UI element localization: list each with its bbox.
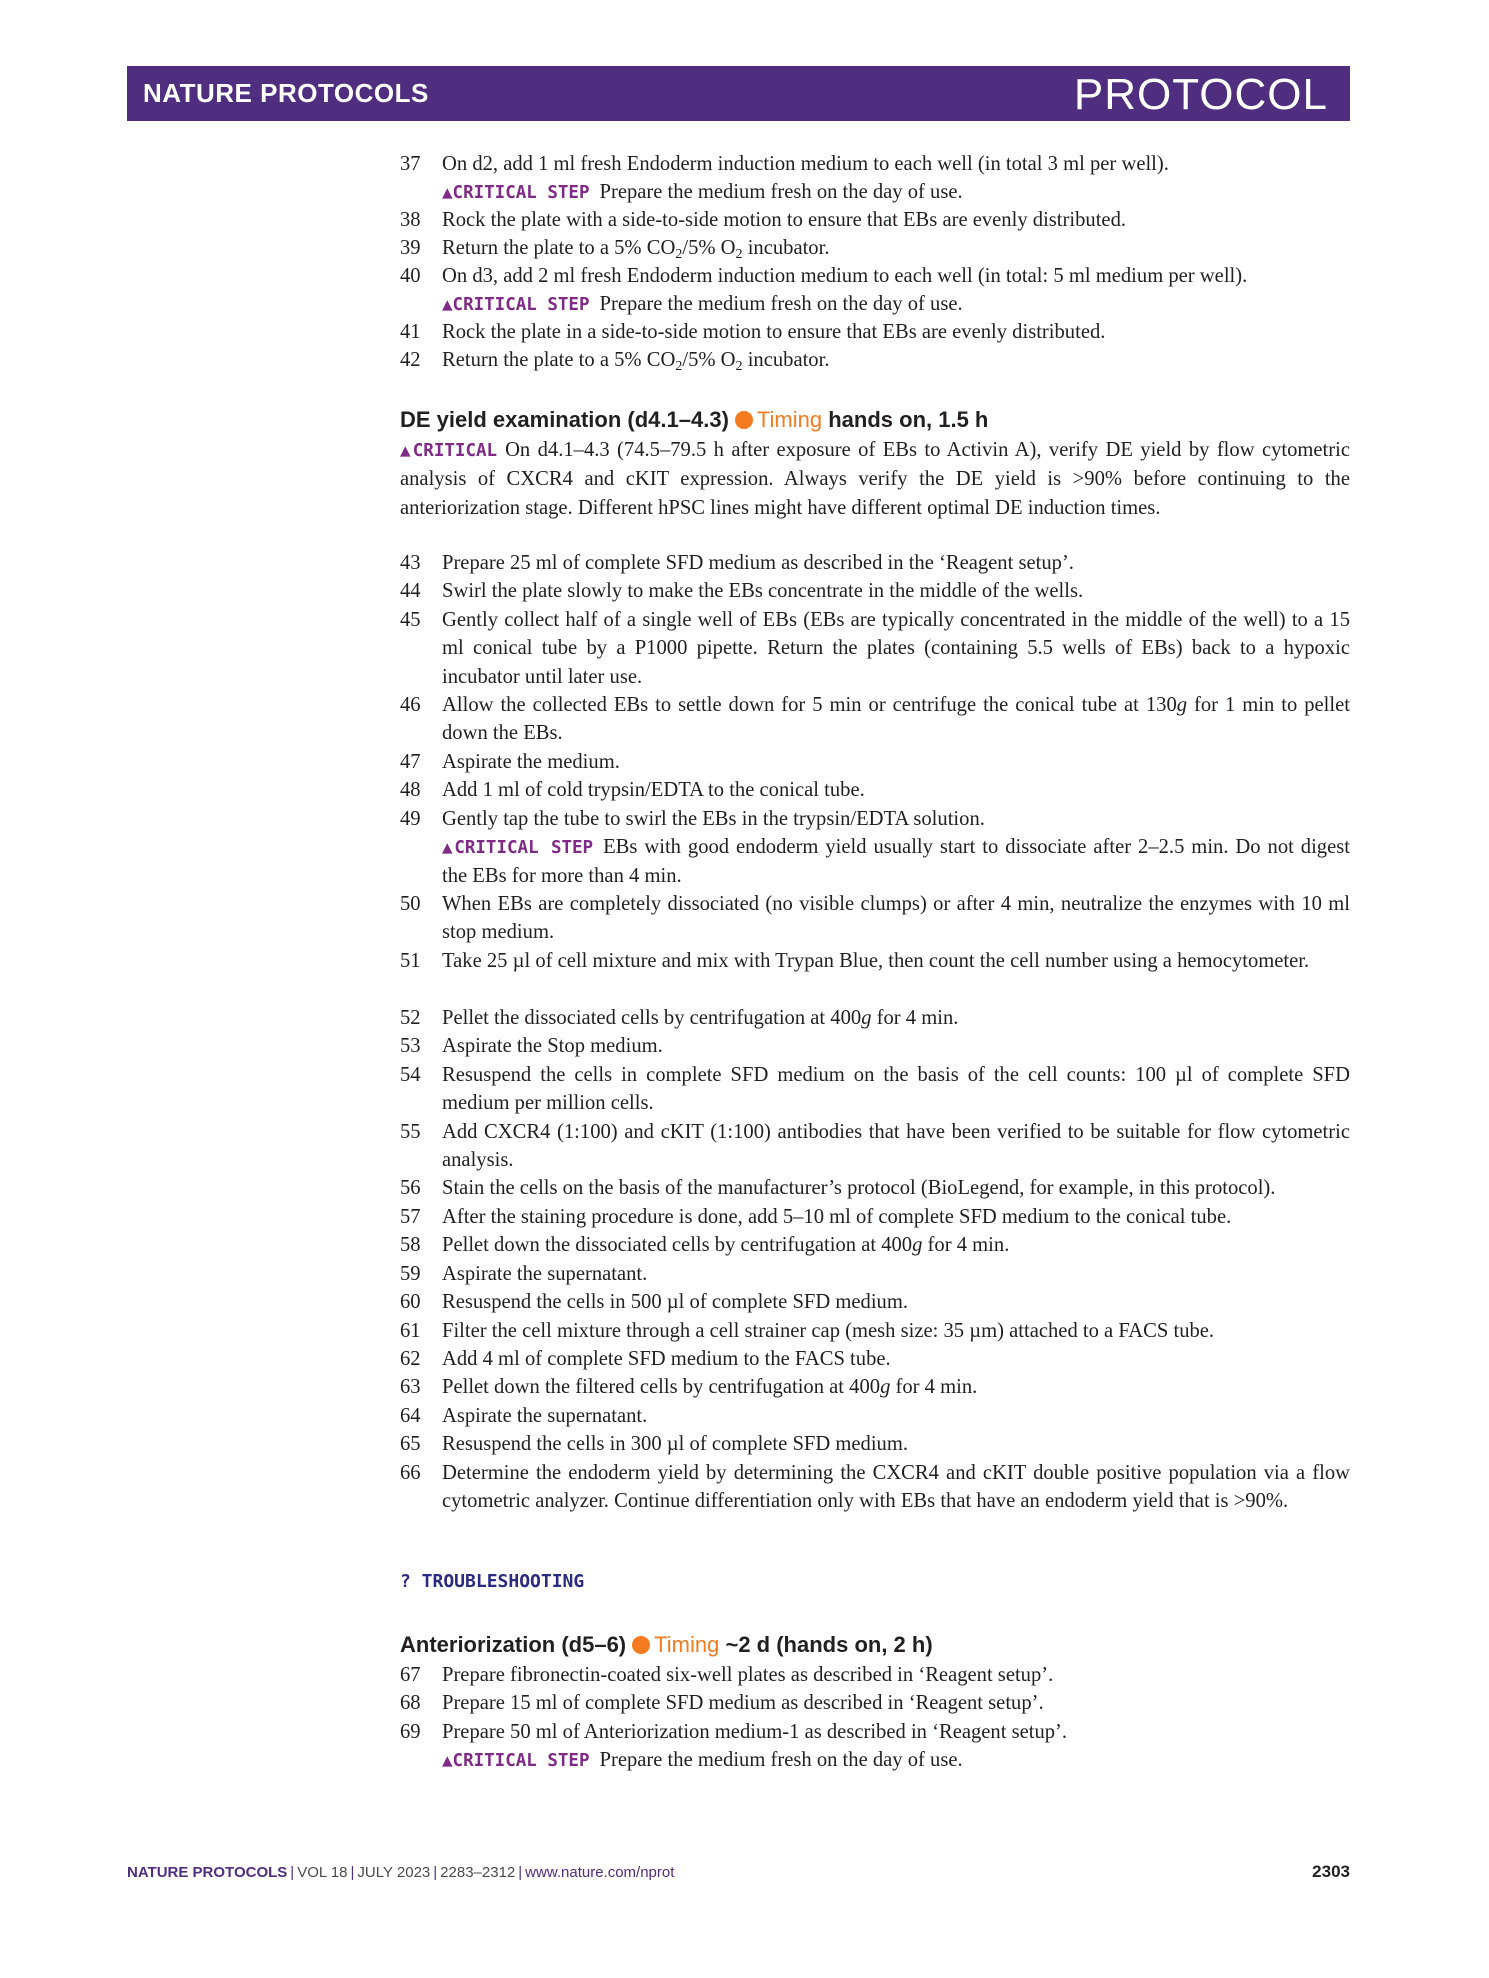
page-number: 2303 <box>1312 1862 1350 1881</box>
footer-url-link[interactable]: www.nature.com/nprot <box>525 1864 675 1881</box>
step-text: Filter the cell mixture through a cell strainer cap (mesh size: 35 µm) attached to a FACS tube. <box>442 1320 1215 1342</box>
step-text: Aspirate the supernatant. <box>442 1263 648 1285</box>
journal-name: NATURE PROTOCOLS <box>143 78 429 108</box>
step-text: On d3, add 2 ml fresh Endoderm induction medium to each well (in total: 5 ml medium per well). <box>442 265 1248 287</box>
step-text: Resuspend the cells in 500 µl of complete SFD medium. <box>442 1291 909 1313</box>
step-text: Add CXCR4 (1:100) and cKIT (1:100) antibodies that have been verified to be suitable for flow cytometric analysis. <box>442 1121 1350 1172</box>
step-number: 42 <box>400 349 421 371</box>
step-text: When EBs are completely dissociated (no visible clumps) or after 4 min, neutralize the enzymes with 10 ml stop medium. <box>442 893 1350 944</box>
step-text: Pellet down the dissociated cells by centrifugation at 400g for 4 min. <box>442 1234 1010 1256</box>
step-text: Stain the cells on the basis of the manufacturer’s protocol (BioLegend, for example, in this protocol). <box>442 1177 1276 1199</box>
journal-banner <box>127 66 1350 121</box>
step-text: Gently tap the tube to swirl the EBs in the trypsin/EDTA solution. <box>442 808 985 830</box>
critical-text: On d4.1–4.3 (74.5–79.5 h after exposure of EBs to Activin A), verify DE yield by flow cytometric analysis of CXCR4 and cKIT expression. Always verify the DE yield is >90% before continuing to the anteriorization stage. Different hPSC lines might have different optimal DE induction times. <box>400 439 1350 519</box>
timing-value: ~2 d (hands on, 2 h) <box>725 1632 933 1657</box>
step-text: Aspirate the supernatant. <box>442 1405 648 1427</box>
step-text: Rock the plate in a side-to-side motion to ensure that EBs are evenly distributed. <box>442 321 1106 343</box>
step-text: Add 1 ml of cold trypsin/EDTA to the conical tube. <box>442 779 865 801</box>
page-footer: NATURE PROTOCOLS | VOL 18 | JULY 2023 | 2283–2312 | www.nature.com/nprot <box>127 1864 675 1881</box>
critical-step-text: EBs with good endoderm yield usually start to dissociate after 2–2.5 min. Do not digest the EBs for more than 4 min. <box>442 836 1350 888</box>
step-text: Prepare 50 ml of Anteriorization medium-1 as described in ‘Reagent setup’. <box>442 1721 1068 1743</box>
critical-step-label: ▲CRITICAL STEP <box>442 838 594 858</box>
step-text: Resuspend the cells in 300 µl of complete SFD medium. <box>442 1433 909 1455</box>
step-text: After the staining procedure is done, add 5–10 ml of complete SFD medium to the conical tube. <box>442 1206 1232 1228</box>
troubleshooting-link[interactable]: ? TROUBLESHOOTING <box>400 1571 585 1592</box>
timing-label: Timing <box>756 407 823 432</box>
step-text: Add 4 ml of complete SFD medium to the FACS tube. <box>442 1348 891 1370</box>
critical-step-label: ▲CRITICAL STEP <box>442 1751 590 1771</box>
step-text: Return the plate to a 5% $CO_2/5\%$ $O_2$ incubator. <box>442 237 830 262</box>
critical-paragraph <box>400 436 1350 522</box>
step-number: 38 <box>400 209 421 231</box>
step-text: Return the plate to a 5% $CO_2/5\%$ $O_2$ incubator. <box>442 349 830 374</box>
step-text: Prepare 15 ml of complete SFD medium as described in ‘Reagent setup’. <box>442 1692 1044 1714</box>
step-text: Take 25 µl of cell mixture and mix with Trypan Blue, then count the cell number using a hemocytometer. <box>442 950 1310 972</box>
section-heading-de-yield <box>400 407 988 433</box>
step-text: Aspirate the Stop medium. <box>442 1035 663 1057</box>
footer-date: JULY 2023 <box>357 1864 431 1881</box>
step-number: 41 <box>400 321 421 343</box>
step-text: On d2, add 1 ml fresh Endoderm induction medium to each well (in total 3 ml per well). <box>442 153 1169 175</box>
timing-value: hands on, 1.5 h <box>828 407 989 432</box>
step-text: Aspirate the medium. <box>442 751 620 773</box>
section-title: DE yield examination (d4.1–4.3) <box>400 407 729 432</box>
step-number: 40 <box>400 265 421 287</box>
step-number: 37 <box>400 153 421 175</box>
critical-step-text: Prepare the medium fresh on the day of use. <box>599 181 963 203</box>
step-text: Prepare fibronectin-coated six-well plates as described in ‘Reagent setup’. <box>442 1664 1054 1686</box>
step-text: Pellet the dissociated cells by centrifugation at 400g for 4 min. <box>442 1007 959 1029</box>
critical-step-text: Prepare the medium fresh on the day of use. <box>599 1749 963 1771</box>
step-number: 39 <box>400 237 421 259</box>
step-text: Pellet down the filtered cells by centrifugation at 400g for 4 min. <box>442 1376 978 1398</box>
article-type: PROTOCOL <box>1073 70 1328 119</box>
section-heading-anteriorization <box>400 1632 933 1658</box>
footer-journal: NATURE PROTOCOLS <box>127 1864 288 1881</box>
critical-step-text: Prepare the medium fresh on the day of use. <box>599 293 963 315</box>
footer-pages: 2283–2312 <box>440 1864 516 1881</box>
critical-label: ▲CRITICAL <box>400 441 498 461</box>
step-text: Swirl the plate slowly to make the EBs concentrate in the middle of the wells. <box>442 580 1084 602</box>
step-text: Prepare 25 ml of complete SFD medium as described in the ‘Reagent setup’. <box>442 552 1074 574</box>
footer-volume: VOL 18 <box>297 1864 348 1881</box>
step-text: Determine the endoderm yield by determining the CXCR4 and cKIT double positive population via a flow cytometric analyzer. Continue differentiation only with EBs that have an endoderm yield that is >90%. <box>442 1462 1350 1513</box>
critical-step-label: ▲CRITICAL STEP <box>442 183 590 203</box>
step-text: Allow the collected EBs to settle down for 5 min or centrifuge the conical tube at 130g for 1 min to pellet down the EBs. <box>442 694 1350 745</box>
timing-dot-icon <box>632 1636 650 1654</box>
section-title: Anteriorization (d5–6) <box>400 1632 627 1657</box>
critical-step-label: ▲CRITICAL STEP <box>442 295 590 315</box>
step-text: Gently collect half of a single well of EBs (EBs are typically concentrated in the middle of the well) to a 15 ml conical tube by a P1000 pipette. Return the plates (containing 5.5 wells of EBs) back to a hypoxic incubator until later use. <box>442 609 1350 688</box>
timing-label: Timing <box>654 1632 720 1657</box>
timing-dot-icon <box>735 411 753 429</box>
step-text: Resuspend the cells in complete SFD medium on the basis of the cell counts: 100 µl of complete SFD medium per million cells. <box>442 1064 1350 1115</box>
step-text: Rock the plate with a side-to-side motion to ensure that EBs are evenly distributed. <box>442 209 1127 231</box>
